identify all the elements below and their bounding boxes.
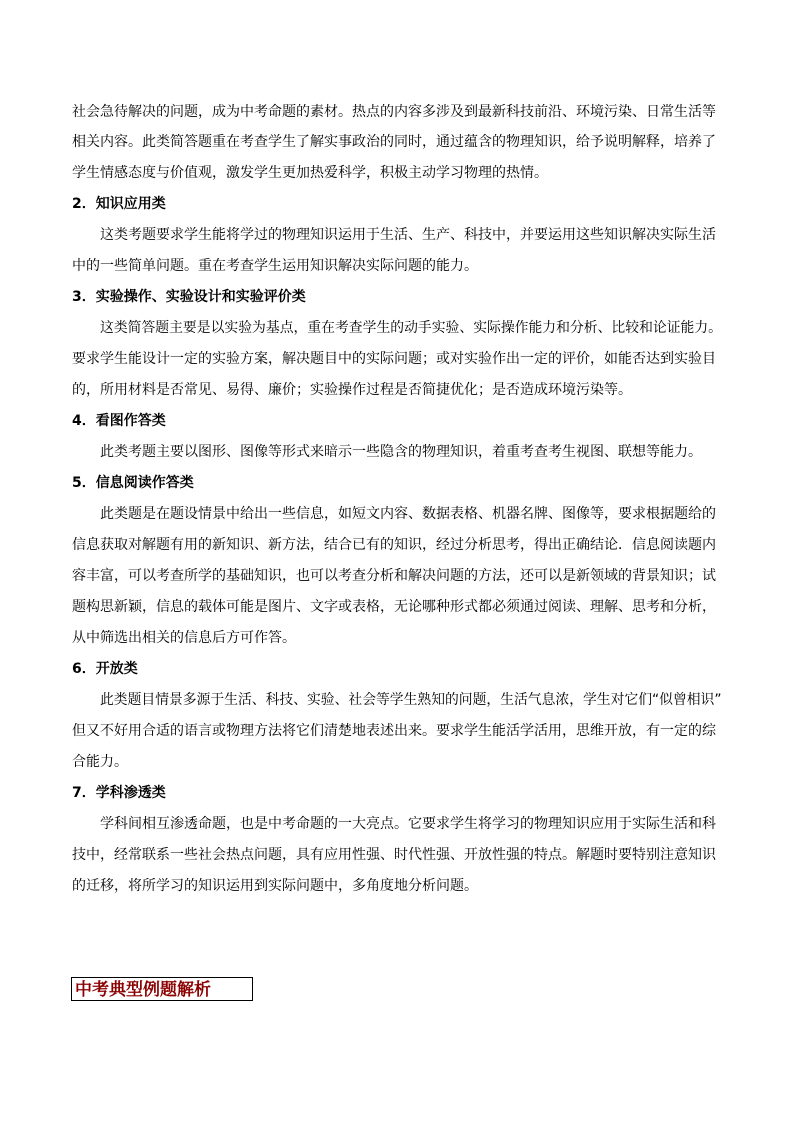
paragraph-line: 相关内容。此类简答题重在考查学生了解实事政治的同时，通过蕴含的物理知识，给予说明解释，培养了: [72, 134, 716, 150]
section-heading: 6．开放类: [72, 661, 138, 677]
paragraph-line: 社会急待解决的问题，成为中考命题的素材。热点的内容多涉及到最新科技前沿、环境污染、日常生活等: [72, 104, 716, 120]
section-heading: 2．知识应用类: [72, 196, 166, 212]
section-heading: 4．看图作答类: [72, 413, 166, 429]
paragraph-line: 信息获取对解题有用的新知识、新方法，结合已有的知识，经过分析思考，得出正确结论．信息阅读题内: [72, 537, 716, 553]
section-heading: 3．实验操作、实验设计和实验评价类: [72, 289, 306, 305]
section-heading: 7．学科渗透类: [72, 785, 166, 801]
paragraph-line: 此类题目情景多源于生活、科技、实验、社会等学生熟知的问题，生活气息浓，学生对它们“似曾相识”: [100, 692, 722, 708]
paragraph-line: 这类考题要求学生能将学过的物理知识运用于生活、生产、科技中，并要运用这些知识解决实际生活: [100, 227, 716, 243]
paragraph-line: 的迁移，将所学习的知识运用到实际问题中，多角度地分析问题。: [72, 878, 478, 894]
paragraph-line: 但又不好用合适的语言或物理方法将它们清楚地表述出来。要求学生能活学活用，思维开放，有一定的综: [72, 723, 716, 739]
paragraph-line: 中的一些简单问题。重在考查学生运用知识解决实际问题的能力。: [72, 258, 478, 274]
paragraph-line: 学科间相互渗透命题，也是中考命题的一大亮点。它要求学生将学习的物理知识应用于实际生活和科: [100, 816, 716, 832]
paragraph-line: 学生情感态度与价值观，激发学生更加热爱科学，积极主动学习物理的热情。: [72, 165, 548, 181]
section-title: 中考典型例题解析: [75, 980, 211, 1000]
paragraph-line: 技中，经常联系一些社会热点问题，具有应用性强、时代性强、开放性强的特点。解题时要特别注意知识: [72, 847, 716, 863]
section-heading: 5．信息阅读作答类: [72, 475, 194, 491]
paragraph-line: 这类简答题主要是以实验为基点，重在考查学生的动手实验、实际操作能力和分析、比较和论证能力。: [100, 320, 722, 336]
paragraph-line: 此类考题主要以图形、图像等形式来暗示一些隐含的物理知识，着重考查考生视图、联想等能力。: [100, 444, 702, 460]
paragraph-line: 容丰富，可以考查所学的基础知识，也可以考查分析和解决问题的方法，还可以是新领域的背景知识；试: [72, 568, 716, 584]
section-title-box: [71, 977, 253, 1001]
paragraph-line: 题构思新颖，信息的载体可能是图片、文字或表格，无论哪种形式都必须通过阅读、理解、思考和分析，: [72, 599, 716, 615]
paragraph-line: 合能力。: [72, 754, 128, 770]
paragraph-line: 从中筛选出相关的信息后方可作答。: [72, 630, 296, 646]
paragraph-line: 要求学生能设计一定的实验方案，解决题目中的实际问题；或对实验作出一定的评价，如能否达到实验目: [72, 351, 716, 367]
paragraph-line: 此类题是在题设情景中给出一些信息，如短文内容、数据表格、机器名牌、图像等，要求根据题给的: [100, 506, 716, 522]
paragraph-line: 的，所用材料是否常见、易得、廉价；实验操作过程是否简捷优化；是否造成环境污染等。: [72, 382, 632, 398]
